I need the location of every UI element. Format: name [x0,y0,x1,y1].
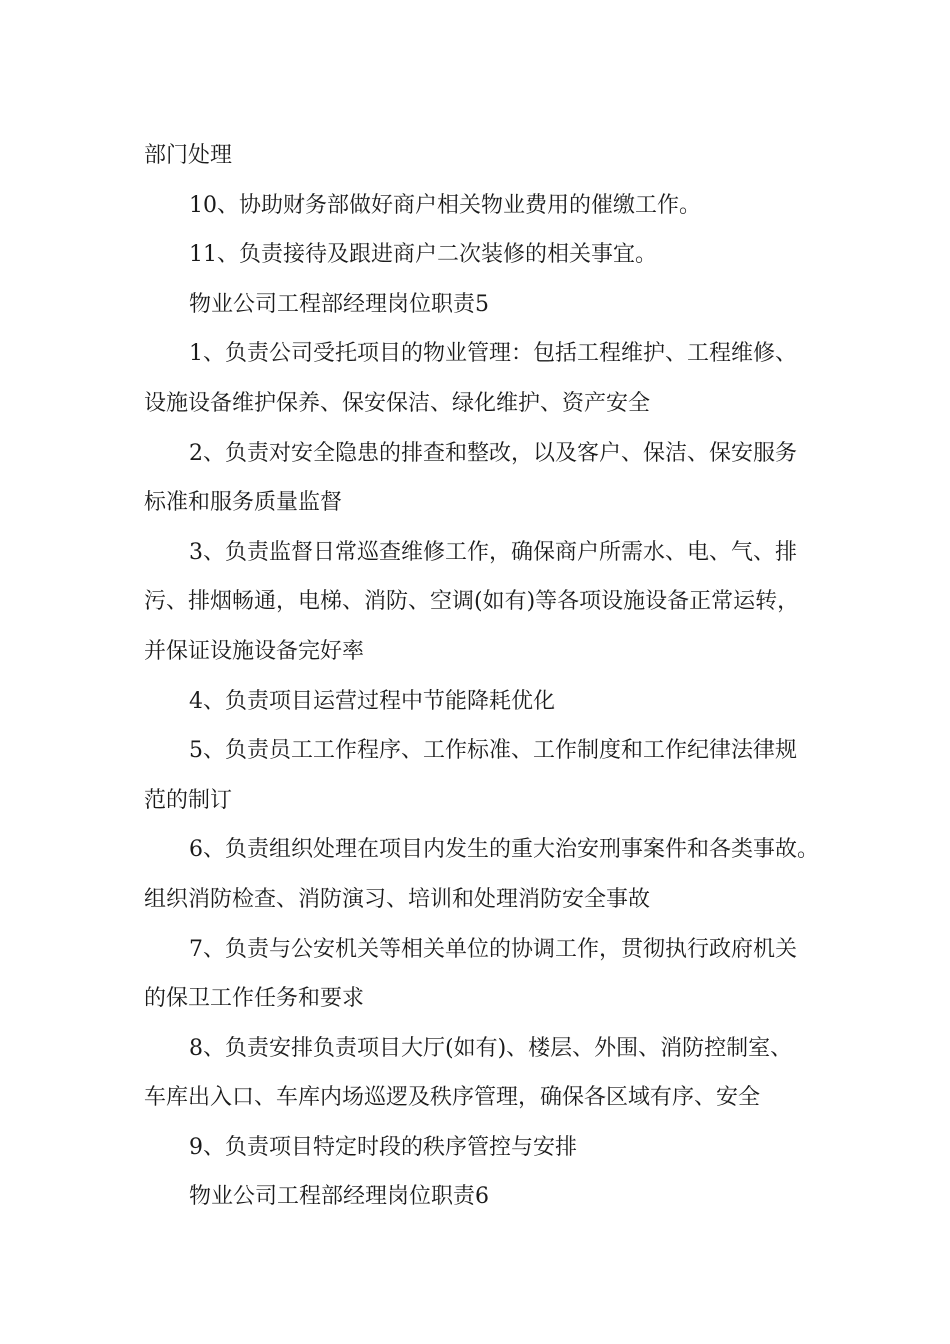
text-line: 9、负责项目特定时段的秩序管控与安排 [189,1134,577,1160]
text-line: 标准和服务质量监督 [144,490,343,516]
text-line: 组织消防检查、消防演习、培训和处理消防安全事故 [144,886,651,912]
document-body [144,131,824,1222]
text-line: 8、负责安排负责项目大厅(如有)、楼层、外围、消防控制室、 [189,1035,793,1061]
text-line: 7、负责与公安机关等相关单位的协调工作，贯彻执行政府机关 [189,936,797,962]
text-line: 污、排烟畅通，电梯、消防、空调(如有)等各项设施设备正常运转， [144,589,800,615]
text-line: 的保卫工作任务和要求 [144,986,365,1012]
text-line: 部门处理 [144,143,233,168]
text-line: 2、负责对安全隐患的排查和整改，以及客户、保洁、保安服务 [189,440,797,466]
text-line: 设施设备维护保养、保安保洁、绿化维护、资产安全 [144,390,651,416]
text-line: 范的制订 [144,787,233,813]
text-line: 5、负责员工工作程序、工作标准、工作制度和工作纪律法律规 [189,738,797,764]
section-heading: 物业公司工程部经理岗位职责6 [189,1184,489,1210]
text-line: 车库出入口、车库内场巡逻及秩序管理，确保各区域有序、安全 [144,1085,761,1111]
text-line: 4、负责项目运营过程中节能降耗优化 [189,688,555,714]
text-line: 3、负责监督日常巡查维修工作，确保商户所需水、电、气、排 [189,539,797,565]
text-line: 10、协助财务部做好商户相关物业费用的催缴工作。 [189,192,701,218]
text-line: 并保证设施设备完好率 [144,638,365,664]
text-line: 6、负责组织处理在项目内发生的重大治安刑事案件和各类事故。 [189,837,819,863]
section-heading: 物业公司工程部经理岗位职责5 [189,291,489,317]
text-line: 11、负责接待及跟进商户二次装修的相关事宜。 [189,242,657,268]
text-line: 1、负责公司受托项目的物业管理：包括工程维护、工程维修、 [189,341,797,367]
